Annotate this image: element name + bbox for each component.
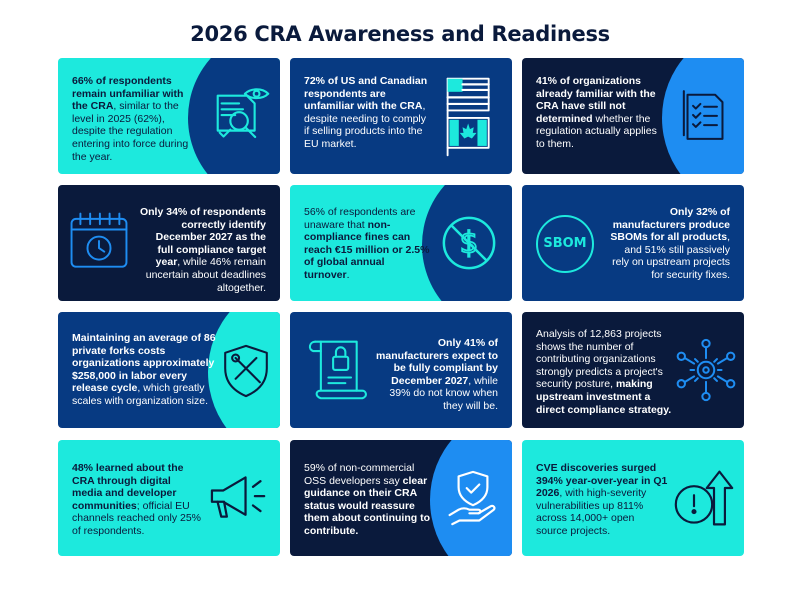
card-text: 48% learned about the CRA through digital media and developer communities; official EU channels reached only 25% of respondents. <box>72 462 202 537</box>
stat-card-cve <box>522 440 744 556</box>
stat-card-sbom <box>522 185 744 301</box>
card-text: Analysis of 12,863 projects shows the number of contributing organizations strongly predicts a project's security posture, making upstream investment a direct compliance strategy. <box>536 328 672 416</box>
shield-tools-icon <box>220 342 272 400</box>
stat-card-channels <box>58 440 280 556</box>
alert-arrow-icon <box>672 468 736 528</box>
card-text: Maintaining an average of 86 private forks costs organizations approximately $258,000 in labor every release cycle, which greatly scales with organization size. <box>72 332 216 407</box>
stat-card-compliance <box>290 312 512 428</box>
scroll-lock-icon <box>302 336 368 402</box>
document-search-icon <box>208 84 276 152</box>
page-title: 2026 CRA Awareness and Readiness <box>190 22 610 46</box>
card-text: 59% of non-commercial OSS developers say clear guidance on their CRA status would reassure them about continuing to contribute. <box>304 462 430 537</box>
calendar-clock-icon <box>68 210 130 272</box>
stat-card-deadline <box>58 185 280 301</box>
svg-text:$: $ <box>459 225 479 260</box>
gear-network-icon <box>674 338 738 402</box>
stat-card-unfamiliar <box>58 58 280 174</box>
card-text: 72% of US and Canadian respondents are unfamiliar with the CRA, despite needing to comply if selling products into the EU market. <box>304 75 428 150</box>
no-dollar-icon <box>440 214 498 272</box>
card-text: CVE discoveries surged 394% year-over-year in Q1 2026, with high-severity vulnerabilities up 811% across 14,000+ open source projects. <box>536 462 668 537</box>
checklist-icon <box>682 86 728 144</box>
card-text: Only 41% of manufacturers expect to be fully compliant by December 2027, while 39% do not know when they will be. <box>376 337 498 412</box>
us-canada-flags-icon <box>442 74 498 160</box>
shield-hand-icon <box>446 468 500 528</box>
stat-card-forks <box>58 312 280 428</box>
card-text: 41% of organizations already familiar with the CRA have still not determined whether the regulation actually applies to them. <box>536 75 657 150</box>
sbom-icon: SBOM <box>536 215 594 273</box>
stat-card-us-canada <box>290 58 512 174</box>
stat-card-fines <box>290 185 512 301</box>
card-text: Only 34% of respondents correctly identify December 2027 as the full compliance target year, while 46% remain uncertain about deadlines altogether. <box>139 206 266 294</box>
stat-card-analysis <box>522 312 744 428</box>
card-text: 66% of respondents remain unfamiliar with the CRA, similar to the level in 2025 (62%), despite the regulation entering into force during the year. <box>72 75 189 163</box>
card-text: Only 32% of manufacturers produce SBOMs for all products, and 51% still passively rely on upstream projects for security fixes. <box>610 206 730 281</box>
megaphone-icon <box>206 470 272 526</box>
stat-card-applicability <box>522 58 744 174</box>
stat-card-guidance <box>290 440 512 556</box>
card-text: 56% of respondents are unaware that non-compliance fines can reach €15 million or 2.5% of global annual turnover. <box>304 206 430 281</box>
